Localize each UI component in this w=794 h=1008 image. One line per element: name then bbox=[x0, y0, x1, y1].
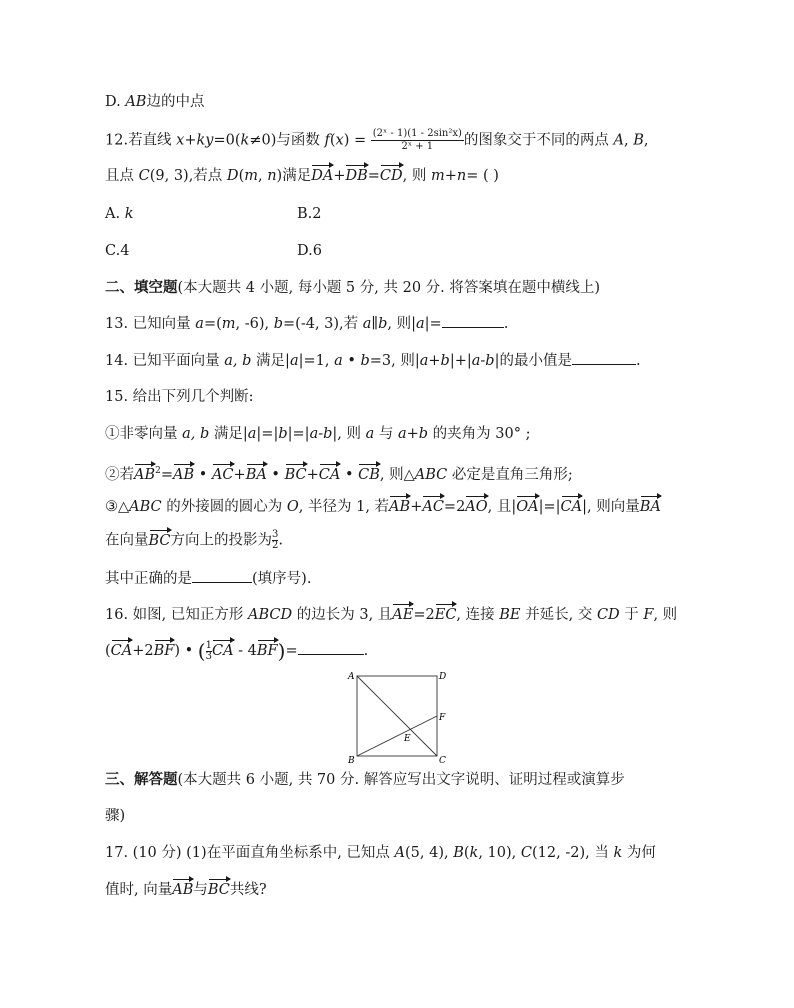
q12-option-b[interactable]: B.2 bbox=[297, 206, 322, 222]
q15-statement-1: ①非零向量 a, b 满足|a|=|b|=|a-b|, 则 a 与 a+b 的夹角为 30° ; bbox=[105, 426, 531, 442]
segment-bf bbox=[357, 716, 437, 756]
label-f: F bbox=[439, 713, 446, 723]
vector-da: DA bbox=[311, 168, 334, 184]
vector-cd: CD bbox=[379, 168, 403, 184]
q12-stem-line1: 12.若直线 x+ky=0(k≠0)与函数 f(x) = $\frac{\text{(2ˣ - 1)(1 - 2sin²x)}}{\text{2ˣ + 1}}$ 的图象交于不同的两点 A, B, bbox=[105, 128, 649, 152]
fraction-3-2: $\frac{3}{2}$ bbox=[272, 529, 279, 551]
q17-line2: 值时, 向量AB与BC共线? bbox=[105, 882, 267, 898]
q15-answer: 其中正确的是 (填序号). bbox=[105, 568, 311, 589]
q15-statement-3-line1: ③△ABC 的外接圆的圆心为 O, 半径为 1, 若AB+AC=2AO, 且|OA|=|CA|, 则向量BA bbox=[105, 499, 661, 515]
section-3-heading: 三、解答题(本大题共 6 小题, 共 70 分. 解答应写出文字说明、证明过程或演算步 bbox=[105, 771, 625, 788]
q14: 14. 已知平面向量 a, b 满足|a|=1, a • b=3, 则|a+b|+|a-b|的最小值是 . bbox=[105, 350, 641, 371]
label-b: B bbox=[348, 756, 355, 766]
label-a: A bbox=[348, 672, 355, 682]
q12-option-c[interactable]: C.4 bbox=[105, 243, 130, 259]
q12-option-a[interactable]: A. k bbox=[105, 206, 134, 222]
vector-db: DB bbox=[345, 168, 368, 184]
q12-option-d[interactable]: D.6 bbox=[297, 243, 322, 259]
label-e: E bbox=[404, 734, 411, 744]
label-c: C bbox=[439, 756, 446, 766]
q15-answer-blank[interactable] bbox=[192, 568, 252, 583]
label-d: D bbox=[439, 672, 447, 682]
q12-stem-line2: 且点 C(9, 3),若点 D(m, n)满足DA+DB=CD, 则 m+n= ( ) bbox=[105, 168, 499, 184]
section-2-heading: 二、填空题(本大题共 4 小题, 每小题 5 分, 共 20 分. 将答案填在题中横线上) bbox=[105, 279, 601, 296]
q14-answer-blank[interactable] bbox=[572, 350, 636, 365]
q16-answer-blank[interactable] bbox=[298, 640, 364, 655]
diagonal-ac bbox=[357, 676, 437, 756]
q16-stem-line2: (CA+2BF) • ( $\frac{1}{3}CA - 4BF)=$ . bbox=[105, 639, 369, 663]
q13-answer-blank[interactable] bbox=[442, 313, 504, 328]
fraction-1-3: $\frac{1}{3}$ bbox=[205, 639, 212, 662]
q13: 13. 已知向量 a=(m, -6), b=(-4, 3),若 a∥b, 则|a|= . bbox=[105, 313, 508, 334]
q12-function-fraction: $\frac{\text{(2ˣ - 1)(1 - 2sin²x)}}{\text{2ˣ + 1}}$ bbox=[372, 128, 462, 152]
q15-statement-2: ②若$AB^2=AB$ • AC+BA • BC+CA • CB, 则△ABC 必定是直角三角形; bbox=[105, 466, 573, 483]
q11-option-d: D. AB边的中点 bbox=[105, 94, 205, 110]
square-figure bbox=[345, 668, 455, 768]
q17-line1: 17. (10 分) (1)在平面直角坐标系中, 已知点 A(5, 4), B(k, 10), C(12, -2), 当 k 为何 bbox=[105, 845, 656, 861]
q15-intro: 15. 给出下列几个判断: bbox=[105, 389, 254, 405]
q15-statement-3-line2: 在向量BC方向上的投影为 $\frac{3}{2}$. bbox=[105, 529, 284, 551]
q16-stem-line1: 16. 如图, 已知正方形 ABCD 的边长为 3, 且AE=2EC, 连接 BE 并延长, 交 CD 于 F, 则 bbox=[105, 607, 678, 623]
section-3-heading-cont: 骤) bbox=[105, 808, 126, 824]
